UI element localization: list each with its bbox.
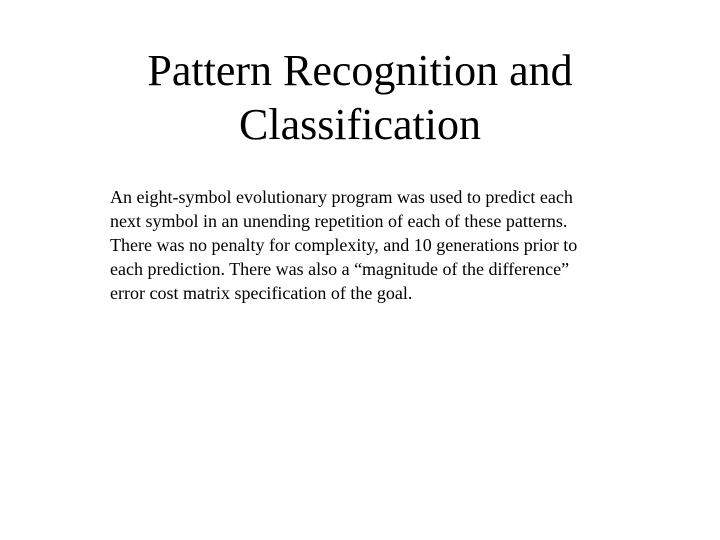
body-text-line: each prediction. There was also a “magnitude of the difference” xyxy=(110,259,570,279)
slide-title-line: Pattern Recognition and xyxy=(147,46,573,95)
slide-title xyxy=(60,44,660,152)
body-text-line: An eight-symbol evolutionary program was used to predict each xyxy=(110,187,573,207)
body-text-line: error cost matrix specification of the goal. xyxy=(110,283,413,303)
body-text-line: next symbol in an unending repetition of each of these patterns. xyxy=(110,211,568,231)
body-text-line: There was no penalty for complexity, and 10 generations prior to xyxy=(110,235,578,255)
slide-title-line: Classification xyxy=(239,100,481,149)
slide-body-text xyxy=(110,185,670,305)
